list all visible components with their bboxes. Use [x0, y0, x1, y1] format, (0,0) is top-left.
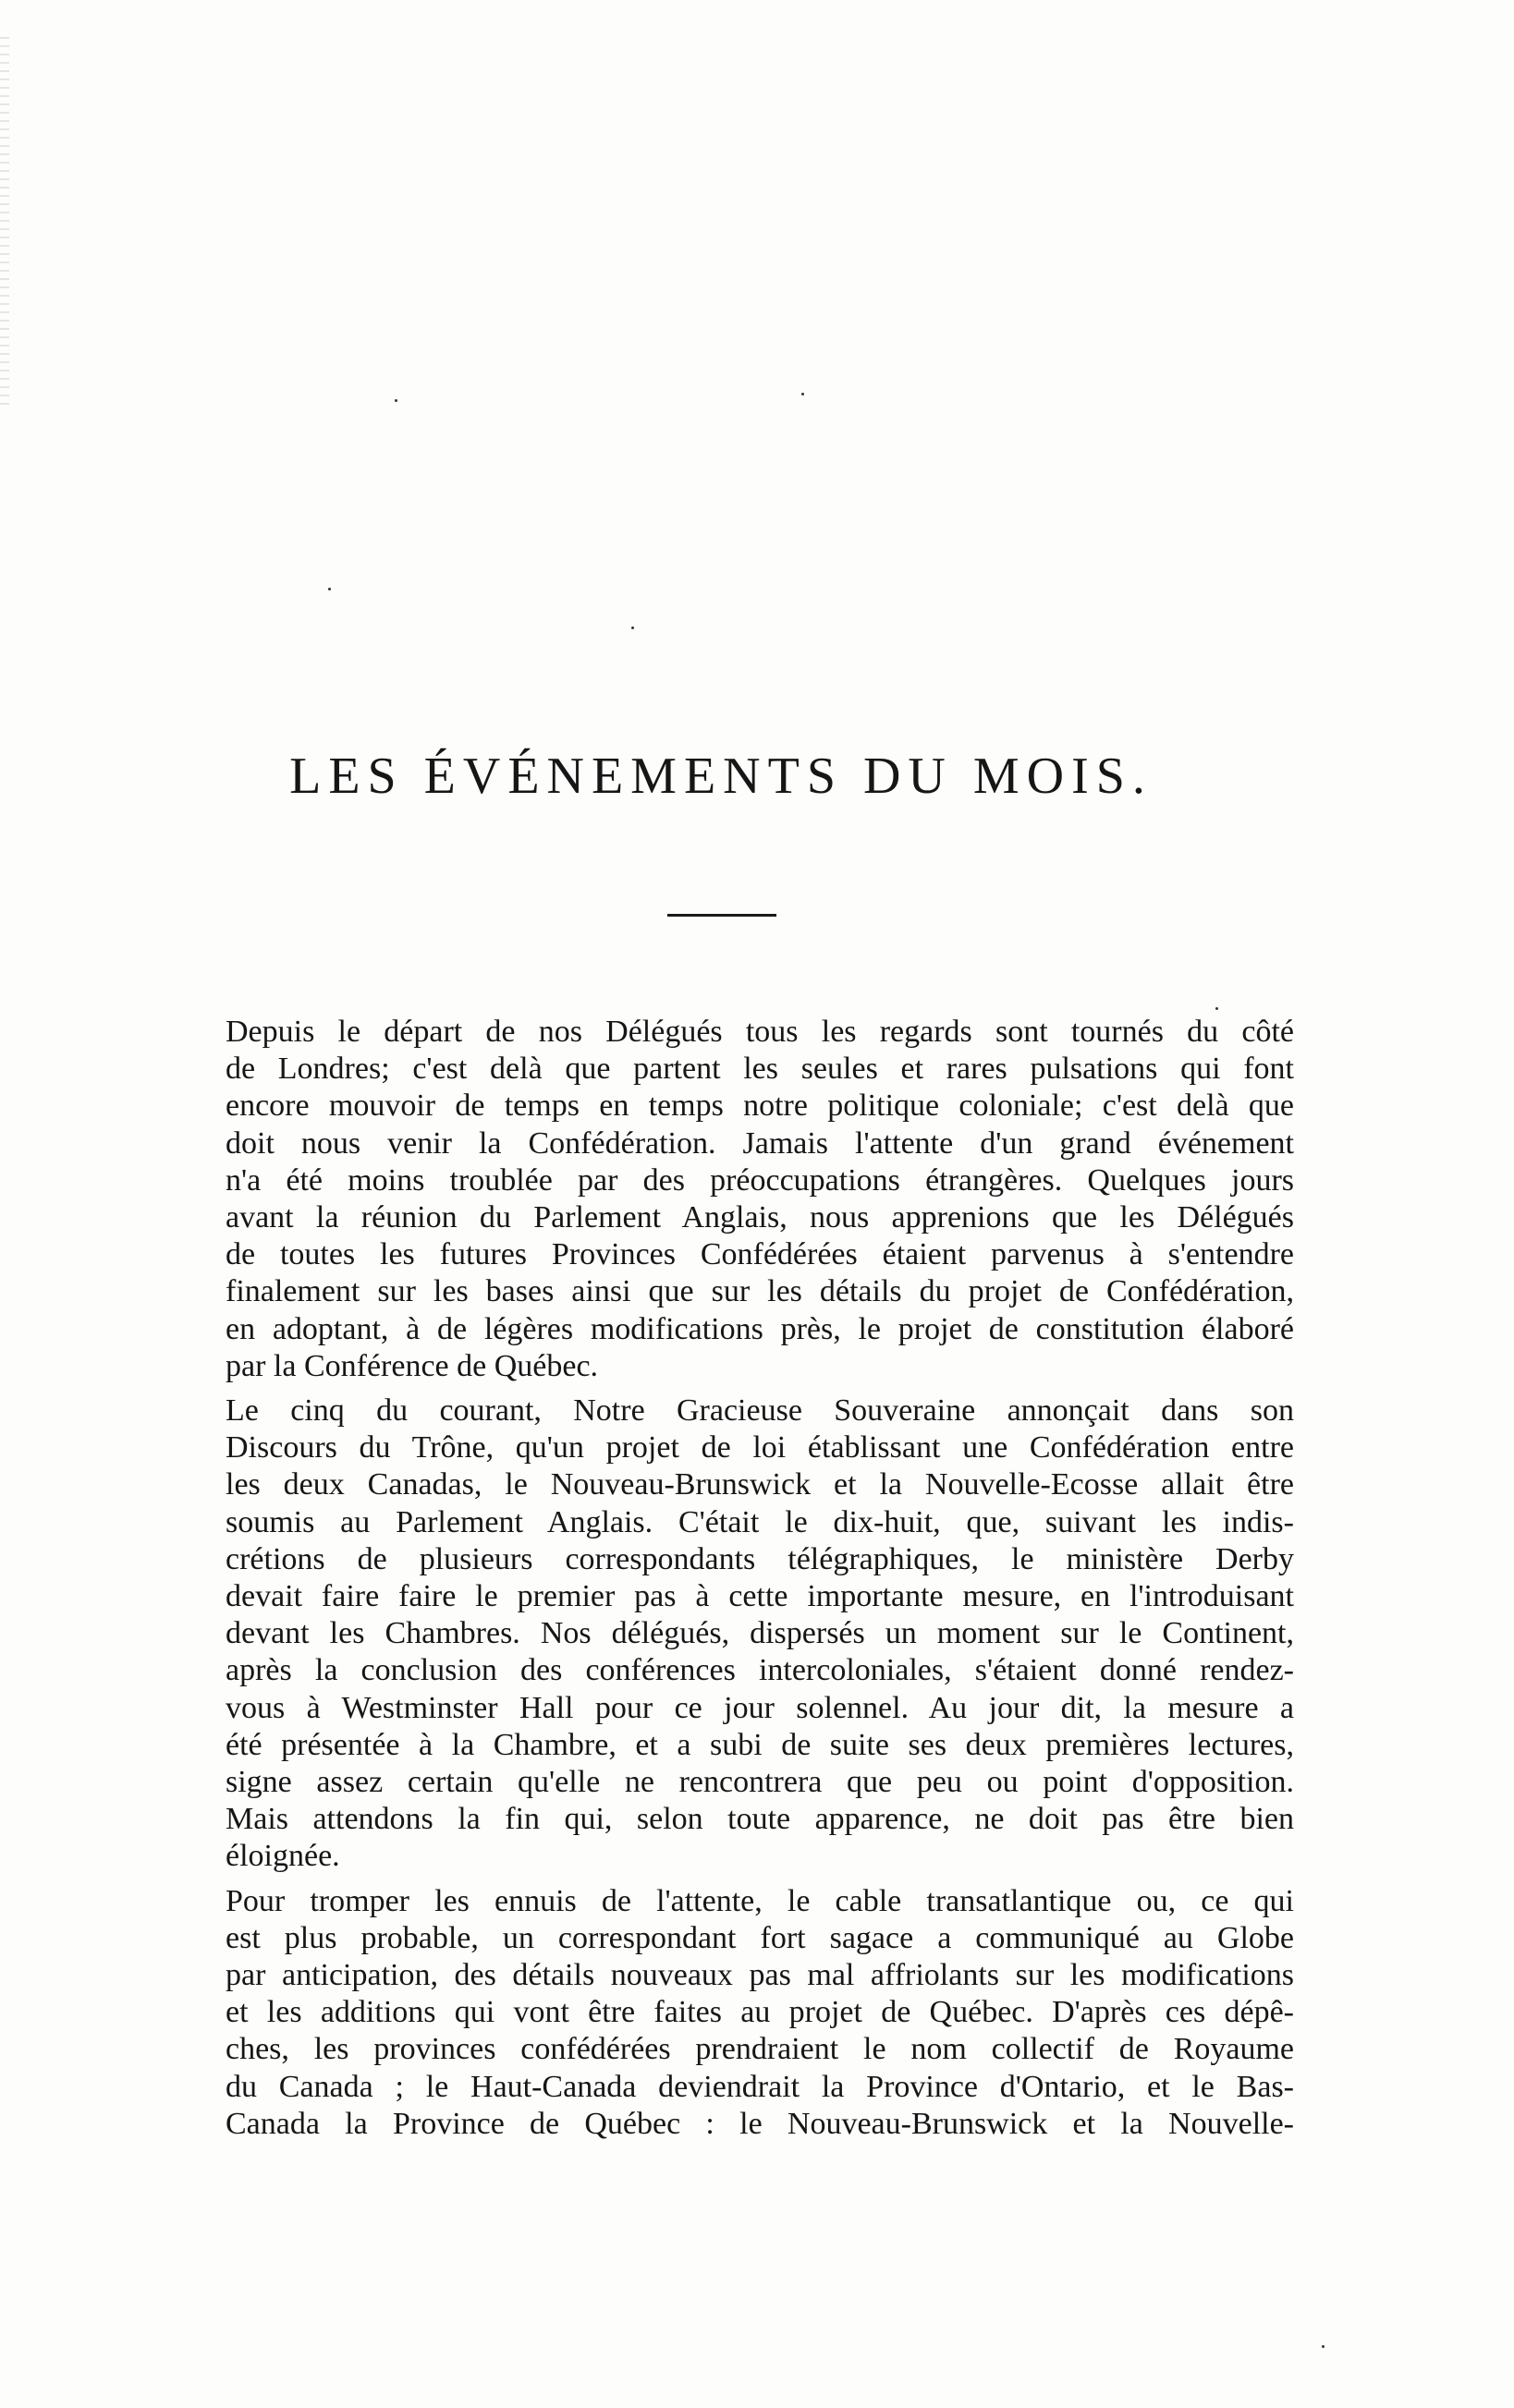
text-line: Discours du Trône, qu'un projet de loi établissant une Confédération entre — [226, 1430, 1294, 1465]
text-line: Mais attendons la fin qui, selon toute apparence, ne doit pas être bien — [226, 1802, 1294, 1837]
scan-speck — [801, 393, 804, 395]
scan-speck — [1215, 1007, 1218, 1010]
text-line: crétions de plusieurs correspondants télégraphiques, le ministère Derby — [226, 1541, 1294, 1576]
text-line: de Londres; c'est delà que partent les seules et rares pulsations qui font — [226, 1052, 1294, 1087]
text-line: été présentée à la Chambre, et a subi de suite ses deux premières lectures, — [226, 1727, 1294, 1762]
text-line: Canada la Province de Québec : le Nouveau-Brunswick et la Nouvelle- — [226, 2106, 1294, 2141]
text-line: Le cinq du courant, Notre Gracieuse Souveraine annonçait dans son — [226, 1393, 1294, 1429]
text-line: Depuis le départ de nos Délégués tous les regards sont tournés du côté — [226, 1015, 1294, 1049]
text-line: avant la réunion du Parlement Anglais, nous apprenions que les Délégués — [226, 1200, 1294, 1235]
page-title: LES ÉVÉNEMENTS DU MOIS. — [289, 748, 1153, 805]
text-line: devait faire faire le premier pas à cette importante mesure, en l'introduisant — [226, 1579, 1294, 1614]
text-line: du Canada ; le Haut-Canada deviendrait la Province d'Ontario, et le Bas- — [226, 2069, 1294, 2104]
paragraph-3 — [194, 1883, 1294, 2143]
scan-edge-noise — [0, 37, 9, 407]
scan-speck — [328, 588, 331, 590]
text-line: par anticipation, des détails nouveaux pas mal affriolants sur les modifications — [226, 1958, 1294, 1993]
text-line: n'a été moins troublée par des préoccupations étrangères. Quelques jours — [226, 1162, 1294, 1198]
text-line: les deux Canadas, le Nouveau-Brunswick et la Nouvelle-Ecosse allait être — [226, 1467, 1294, 1502]
text-line: doit nous venir la Confédération. Jamais l'attente d'un grand événement — [226, 1125, 1294, 1161]
title-divider — [667, 914, 776, 917]
article-body — [194, 1014, 1294, 2143]
text-line: soumis au Parlement Anglais. C'était le dix-huit, que, suivant les indis- — [226, 1504, 1294, 1539]
text-line: de toutes les futures Provinces Confédérées étaient parvenus à s'entendre — [226, 1237, 1294, 1272]
text-line: vous à Westminster Hall pour ce jour solennel. Au jour dit, la mesure a — [226, 1690, 1294, 1725]
paragraph-1 — [194, 1014, 1294, 1385]
text-line: ches, les provinces confédérées prendraient le nom collectif de Royaume — [226, 2032, 1294, 2067]
text-line: éloignée. — [226, 1839, 340, 1874]
text-line: devant les Chambres. Nos délégués, dispersés un moment sur le Continent, — [226, 1616, 1294, 1651]
paragraph-2 — [194, 1393, 1294, 1876]
text-line: encore mouvoir de temps en temps notre politique coloniale; c'est delà que — [226, 1088, 1294, 1124]
text-line: signe assez certain qu'elle ne rencontrera que peu ou point d'opposition. — [226, 1765, 1294, 1800]
text-line: en adoptant, à de légères modifications près, le projet de constitution élaboré — [226, 1311, 1294, 1346]
text-line: finalement sur les bases ainsi que sur les détails du projet de Confédération, — [226, 1274, 1294, 1309]
text-line: est plus probable, un correspondant fort sagace a communiqué au Globe — [226, 1920, 1294, 1955]
text-line: par la Conférence de Québec. — [226, 1348, 599, 1383]
scan-speck — [1322, 2345, 1325, 2348]
scan-speck — [395, 399, 397, 402]
text-line: et les additions qui vont être faites au projet de Québec. D'après ces dépê- — [226, 1995, 1294, 2030]
text-line: Pour tromper les ennuis de l'attente, le cable transatlantique ou, ce qui — [226, 1883, 1294, 1918]
scan-speck — [631, 626, 634, 629]
text-line: après la conclusion des conférences intercoloniales, s'étaient donné rendez- — [226, 1653, 1294, 1688]
